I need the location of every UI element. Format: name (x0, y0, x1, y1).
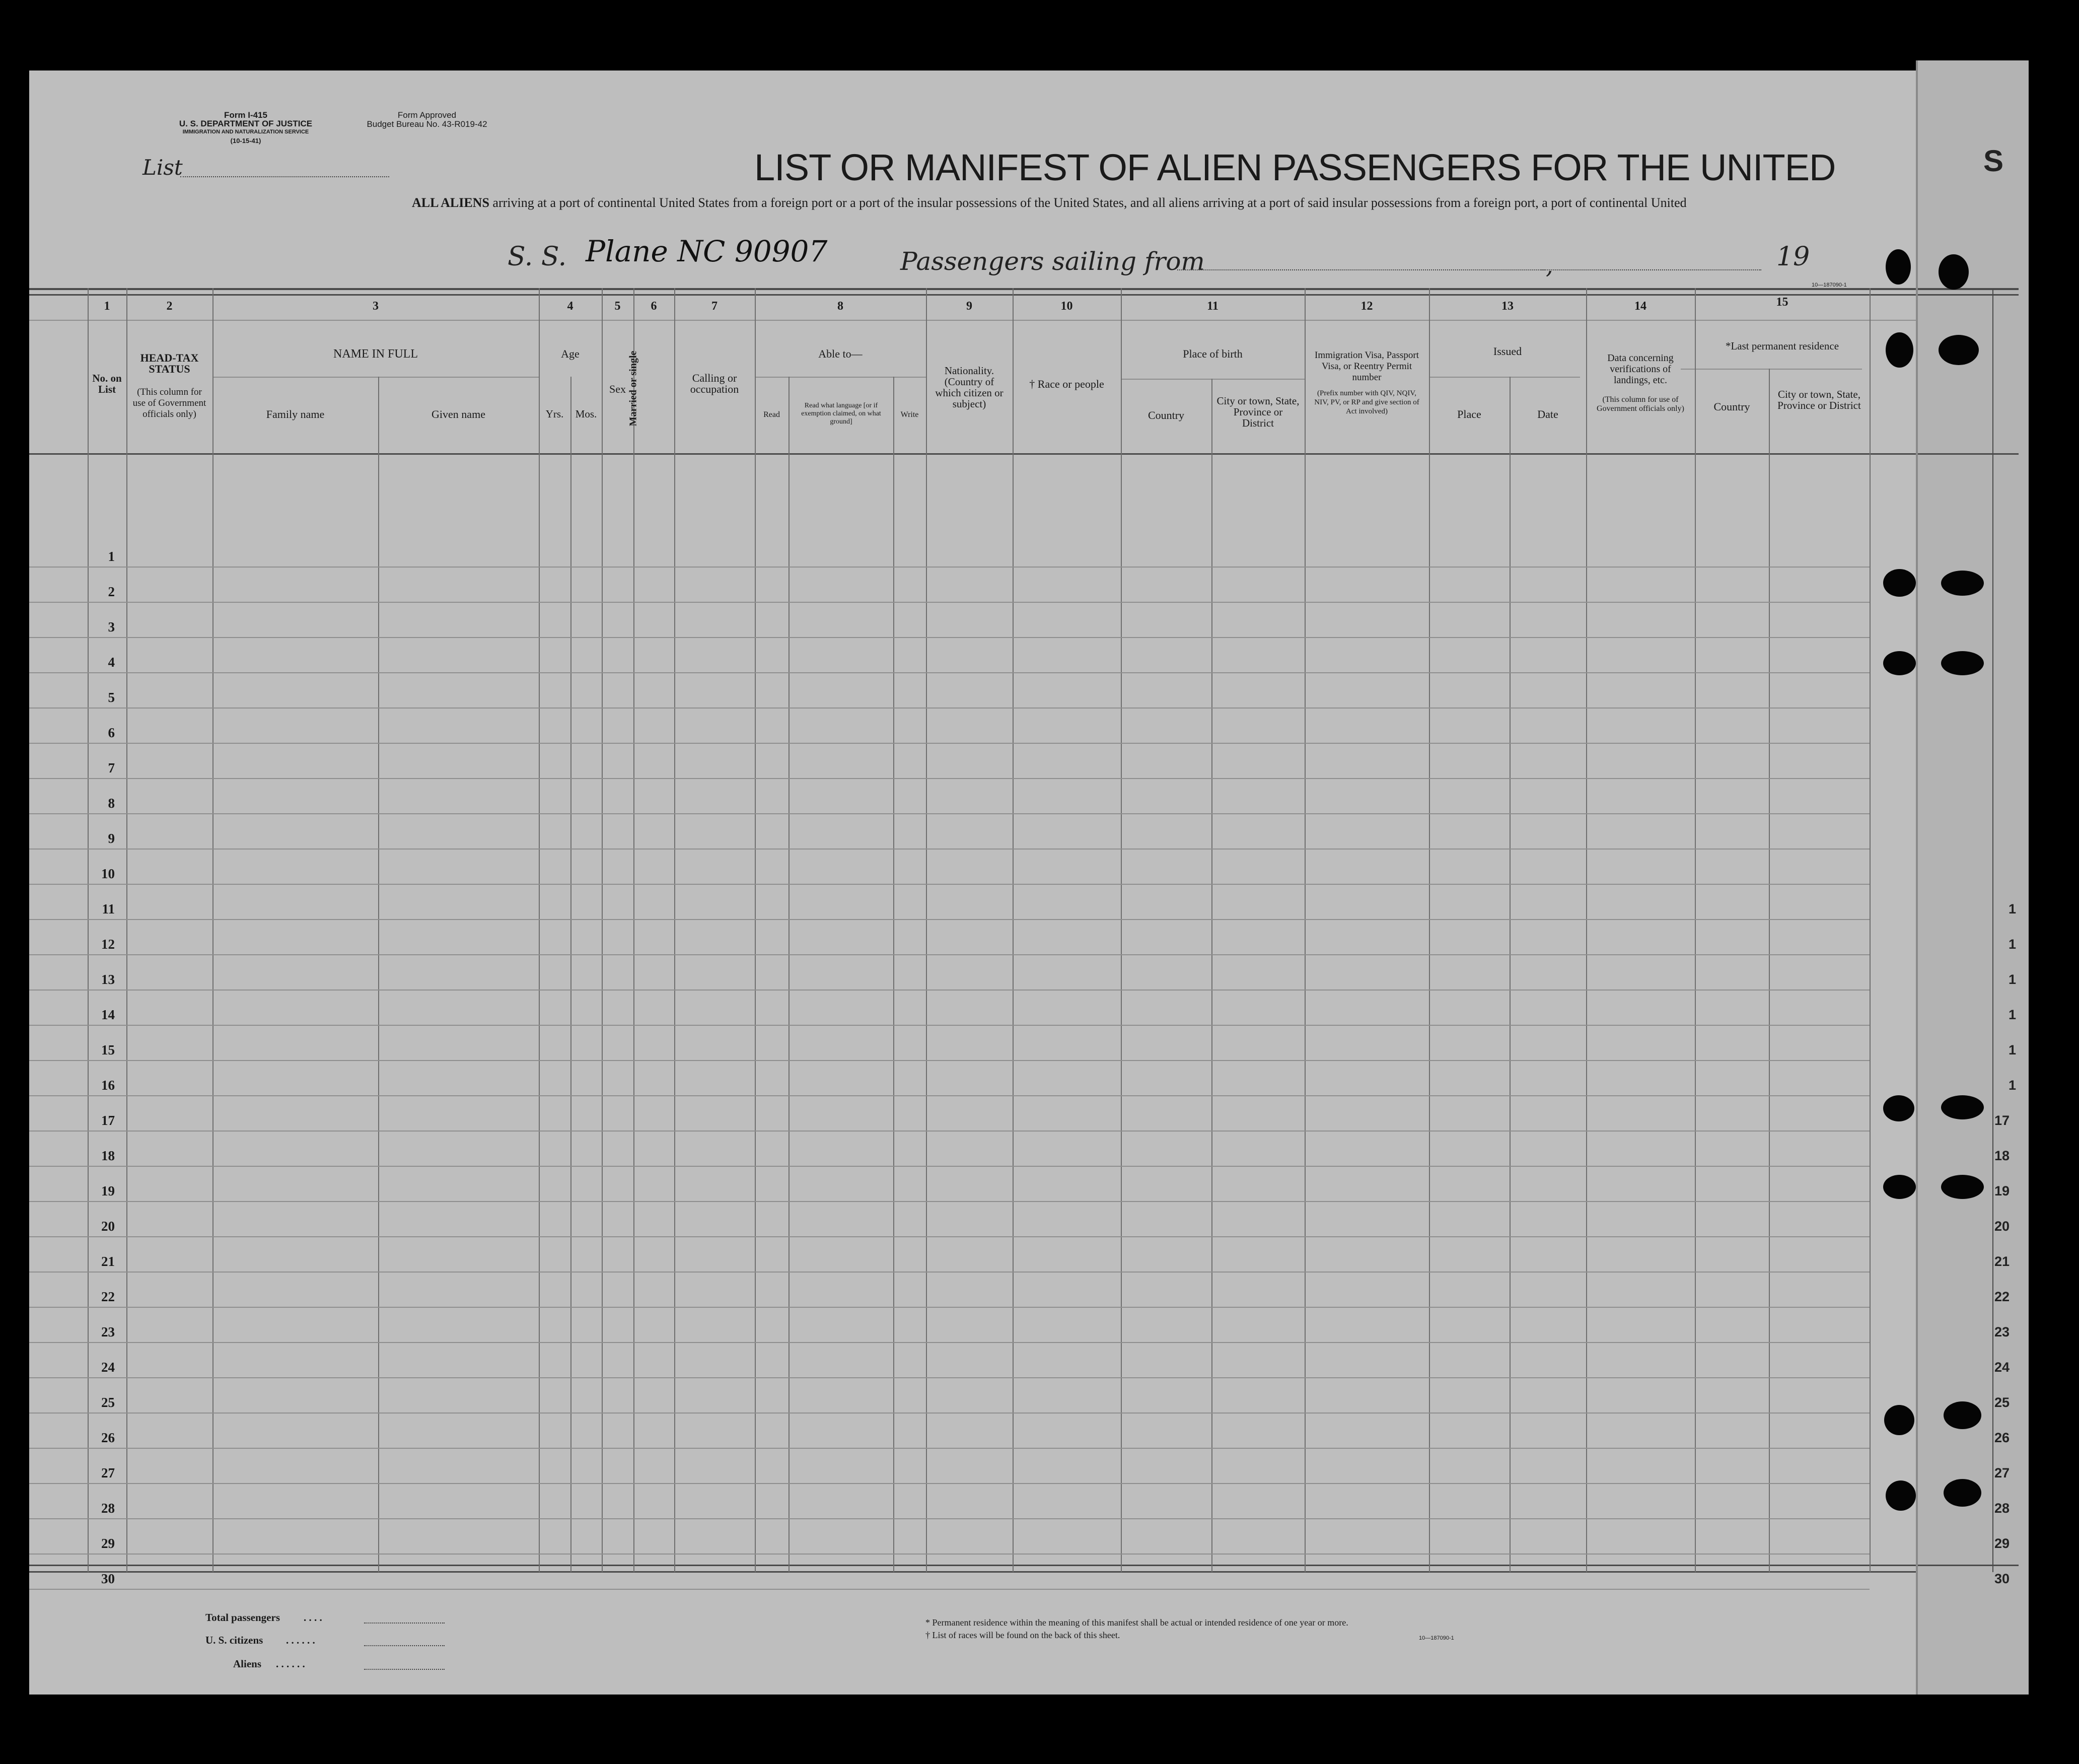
row-number: 28 (101, 1501, 115, 1516)
folded-page-flap (1916, 60, 2029, 1695)
col-number-7: 7 (711, 300, 718, 313)
col-line-16 (1870, 288, 1871, 1572)
table-row (29, 1060, 1870, 1061)
table-row (29, 672, 1870, 673)
col-line-9 (926, 288, 927, 1572)
flap-col-line (1992, 288, 1993, 1572)
table-row (29, 1166, 1870, 1167)
table-row (29, 1448, 1870, 1449)
punch-hole (1944, 1401, 1981, 1429)
table-row (29, 1518, 1870, 1519)
punch-hole (1884, 1405, 1914, 1435)
punch-hole (1886, 249, 1911, 285)
col-line-2 (126, 288, 127, 1572)
footer-total-line[interactable] (364, 1622, 445, 1624)
header-issued-date: Date (1537, 408, 1558, 420)
header-visa-note: (Prefix number with QIV, NQIV, NIV, PV, or RP and give section of Act involved) (1314, 389, 1419, 415)
table-row (29, 919, 1870, 920)
col-line-8 (755, 288, 756, 1572)
col-line-3b (378, 377, 379, 1572)
flap-row-number: 26 (1994, 1430, 2010, 1445)
footer-citizens-line[interactable] (364, 1645, 445, 1646)
header-mos: Mos. (575, 408, 597, 420)
row-number: 25 (101, 1395, 115, 1410)
flap-row-number: 28 (1994, 1501, 2010, 1516)
subtitle-bold: ALL ALIENS (412, 195, 489, 210)
row-number: 5 (108, 690, 115, 705)
table-row (29, 1095, 1870, 1096)
flap-rule-2 (1918, 294, 2019, 296)
table-row (29, 1377, 1870, 1378)
col-number-3: 3 (373, 300, 379, 313)
form-approval (351, 111, 503, 129)
header-no-on-list: No. on List (92, 372, 122, 395)
row-number: 4 (108, 655, 115, 670)
col-line-14 (1586, 288, 1587, 1572)
flap-rule-3 (1918, 453, 2019, 455)
header-data-note: (This column for use of Government officials only) (1597, 395, 1684, 413)
header-birth-city: City or town, State, Province or District (1216, 395, 1300, 429)
header-head-tax: HEAD-TAX STATUS (140, 351, 199, 375)
row-number: 11 (102, 901, 115, 916)
table-row (29, 1589, 1870, 1590)
table-row (29, 567, 1870, 568)
footer-note-permanent: * Permanent residence within the meaning of this manifest shall be actual or intended residence of one year or more. (925, 1617, 1348, 1628)
table-row (29, 637, 1870, 638)
col-number-8: 8 (837, 300, 843, 313)
flap-row-number: 1 (2009, 1007, 2017, 1022)
page-subtitle (412, 195, 1687, 210)
flap-row-number: 23 (1994, 1324, 2010, 1339)
col-number-6: 6 (651, 300, 657, 313)
punch-hole (1883, 1095, 1914, 1121)
form-info (165, 111, 326, 145)
table-row (29, 1025, 1870, 1026)
punch-hole (1939, 335, 1979, 365)
colnum-rule (29, 320, 1993, 321)
header-yrs: Yrs. (545, 408, 564, 420)
sailing-port-line (1177, 269, 1545, 270)
col-line-5 (602, 288, 603, 1572)
table-row (29, 813, 1870, 814)
row-number: 27 (101, 1465, 115, 1480)
page-title: LIST OR MANIFEST OF ALIEN PASSENGERS FOR THE UNITED (754, 147, 1836, 188)
table-row (29, 1342, 1870, 1343)
header-issued-place: Place (1457, 408, 1481, 420)
table-row (29, 743, 1870, 744)
footer-total-passengers-label: Total passengers (205, 1611, 280, 1624)
row-number: 30 (101, 1571, 115, 1586)
row-number: 2 (108, 584, 115, 599)
sailing-label: Passengers sailing from (900, 247, 1205, 276)
form-department: U. S. DEPARTMENT OF JUSTICE (179, 119, 313, 128)
header-race: † Race or people (1029, 378, 1104, 390)
header-head-tax-note: (This column for use of Government officials only) (132, 387, 206, 419)
footer-us-citizens-label: U. S. citizens (205, 1634, 263, 1646)
print-code-top: 10—187090-1 (1812, 282, 1847, 288)
header-place-of-birth: Place of birth (1183, 347, 1243, 360)
table-row (29, 602, 1870, 603)
col-line-1 (88, 288, 89, 1572)
footer-aliens-line[interactable] (364, 1669, 445, 1670)
flap-row-number: 25 (1994, 1395, 2010, 1410)
table-row (29, 990, 1870, 991)
table-row (29, 778, 1870, 779)
header-age: Age (561, 347, 580, 360)
col-number-5: 5 (614, 300, 621, 313)
header-residence-country: Country (1713, 400, 1750, 413)
row-number: 15 (101, 1042, 115, 1057)
punch-hole (1941, 651, 1984, 675)
col-line-4b (570, 377, 571, 1572)
row-number: 24 (101, 1360, 115, 1375)
flap-row-number: 18 (1994, 1148, 2010, 1163)
flap-row-number: 20 (1994, 1219, 2010, 1234)
table-row (29, 1272, 1870, 1273)
table-row (29, 1131, 1870, 1132)
flap-letter: S (1983, 144, 2004, 178)
flap-row-number: 22 (1994, 1289, 2010, 1304)
flap-rule-4 (1918, 1565, 2019, 1566)
header-calling: Calling or occupation (690, 372, 739, 395)
col-line-13b (1510, 377, 1511, 1572)
form-service: IMMIGRATION AND NATURALIZATION SERVICE (182, 129, 309, 135)
row-number: 10 (101, 866, 115, 881)
col-number-13: 13 (1501, 300, 1514, 313)
flap-row-number: 21 (1994, 1254, 2010, 1269)
row-number: 12 (101, 937, 115, 952)
header-married-or-single: Married or single (627, 350, 639, 427)
header-data-concerning: Data concerning verifications of landings, etc. (1607, 352, 1674, 386)
col-line-8b (788, 377, 790, 1572)
row-number: 26 (101, 1430, 115, 1445)
footer-total-dots: . . . . (304, 1611, 322, 1624)
punch-hole (1941, 1095, 1984, 1119)
header-read-language: Read what language [or if exemption claimed, on what ground] (801, 402, 881, 426)
punch-hole (1939, 254, 1969, 290)
form-date-code: (10-15-41) (230, 137, 261, 145)
col-line-11b (1211, 379, 1212, 1572)
col-line-13 (1429, 288, 1430, 1572)
flap-rule-1 (1918, 288, 2019, 290)
table-row (29, 1413, 1870, 1414)
col-line-10 (1013, 288, 1014, 1572)
header-issued: Issued (1493, 345, 1522, 358)
form-number: Form I-415 (224, 110, 267, 120)
header-family-name: Family name (266, 408, 325, 420)
row-number: 8 (108, 796, 115, 811)
form-approved: Form Approved (397, 110, 457, 120)
row-number: 9 (108, 831, 115, 846)
table-bottom-rule (29, 1565, 1993, 1566)
row-number: 19 (101, 1183, 115, 1198)
row-number: 22 (101, 1289, 115, 1304)
year-prefix: 19 (1776, 242, 1810, 272)
ship-prefix: S. S. (508, 242, 567, 272)
header-birth-country: Country (1148, 409, 1185, 421)
col-line-12 (1305, 288, 1306, 1572)
table-row (29, 1236, 1870, 1237)
flap-row-number: 1 (2009, 1078, 2017, 1093)
flap-row-number: 17 (1994, 1113, 2010, 1128)
header-residence-city: City or town, State, Province or District (1777, 388, 1861, 411)
footer-aliens-label: Aliens (233, 1658, 262, 1670)
col-line-11 (1121, 288, 1122, 1572)
issued-subrule (1429, 377, 1580, 378)
ship-name-handwritten: Plane NC 90907 (586, 234, 828, 268)
row-number: 1 (108, 549, 115, 564)
row-number: 23 (101, 1324, 115, 1339)
form-budget: Budget Bureau No. 43-R019-42 (367, 119, 487, 129)
header-bottom-rule (29, 453, 1993, 455)
flap-row-number: 24 (1994, 1360, 2010, 1375)
table-row (29, 1201, 1870, 1202)
sailing-date-line (1540, 269, 1761, 270)
row-number: 7 (108, 760, 115, 775)
header-given-name: Given name (432, 408, 485, 420)
table-row (29, 1307, 1870, 1308)
col-number-4: 4 (567, 300, 573, 313)
able-subrule (755, 377, 926, 378)
col-number-1: 1 (104, 300, 110, 313)
col-number-9: 9 (966, 300, 972, 313)
birth-subrule (1121, 379, 1305, 380)
punch-hole (1883, 569, 1916, 597)
table-row (29, 954, 1870, 955)
manifest-sheet (29, 70, 1993, 1695)
flap-row-number: 1 (2009, 901, 2017, 916)
flap-row-number: 30 (1994, 1571, 2010, 1586)
footer-note-races: † List of races will be found on the back of this sheet. (925, 1630, 1120, 1640)
row-number: 6 (108, 725, 115, 740)
col-number-11: 11 (1207, 300, 1218, 313)
table-row (29, 1554, 1870, 1555)
header-sex: Sex (609, 383, 626, 395)
list-number-line (180, 176, 389, 177)
subtitle-text: arriving at a port of continental United States from a foreign port or a port of the insular possessions of the United States, and all aliens arriving at a port of said insular possessions from a foreign port, a port of continental United (492, 195, 1687, 210)
col-number-10: 10 (1060, 300, 1073, 313)
row-number: 16 (101, 1078, 115, 1093)
row-number: 20 (101, 1219, 115, 1234)
col-line-3 (212, 288, 213, 1572)
punch-hole (1883, 651, 1916, 675)
residence-subrule (1681, 369, 1862, 370)
row-number: 21 (101, 1254, 115, 1269)
punch-hole (1886, 1480, 1916, 1511)
header-name-in-full: NAME IN FULL (333, 347, 418, 361)
row-number: 3 (108, 619, 115, 634)
punch-hole (1883, 1175, 1916, 1199)
col-line-15 (1695, 288, 1696, 1572)
punch-hole (1941, 1175, 1984, 1199)
header-read: Read (763, 410, 780, 419)
footer-print-code: 10—187090-1 (1419, 1635, 1454, 1641)
col-line-15b (1769, 369, 1770, 1572)
footer-aliens-dots: . . . . . . (276, 1658, 305, 1670)
punch-hole (1944, 1479, 1981, 1507)
table-row (29, 708, 1870, 709)
sailing-comma: , (1546, 252, 1553, 279)
table-bottom-rule-2 (29, 1571, 1993, 1573)
col-line-7 (674, 288, 675, 1572)
col-number-2: 2 (166, 300, 173, 313)
flap-row-number: 1 (2009, 1042, 2017, 1057)
col-line-6 (633, 288, 634, 1572)
flap-row-number: 19 (1994, 1183, 2010, 1198)
header-able-to: Able to— (818, 347, 863, 360)
punch-hole (1941, 571, 1984, 596)
col-number-15: 15 (1776, 296, 1788, 309)
header-write: Write (900, 410, 919, 419)
table-row (29, 884, 1870, 885)
row-number: 13 (101, 972, 115, 987)
name-subrule (212, 377, 540, 378)
table-row (29, 1483, 1870, 1484)
table-row (29, 849, 1870, 850)
row-number: 29 (101, 1536, 115, 1551)
col-number-12: 12 (1360, 300, 1373, 313)
header-visa: Immigration Visa, Passport Visa, or Reentry Permit number (1315, 350, 1419, 383)
col-line-4 (539, 288, 540, 1572)
row-number: 18 (101, 1148, 115, 1163)
header-nationality: Nationality. (Country of which citizen or subject) (935, 365, 1003, 410)
row-number: 14 (101, 1007, 115, 1022)
header-last-residence: *Last permanent residence (1725, 340, 1839, 352)
col-number-14: 14 (1634, 300, 1646, 313)
flap-row-number: 1 (2009, 937, 2017, 952)
flap-row-number: 1 (2009, 972, 2017, 987)
table-top-rule (29, 288, 1993, 290)
punch-hole (1886, 332, 1913, 368)
col-line-8c (893, 377, 894, 1572)
footer-citizens-dots: . . . . . . (286, 1634, 315, 1646)
flap-row-number: 29 (1994, 1536, 2010, 1551)
row-number: 17 (101, 1113, 115, 1128)
flap-row-number: 27 (1994, 1465, 2010, 1480)
list-label: List (142, 155, 183, 180)
